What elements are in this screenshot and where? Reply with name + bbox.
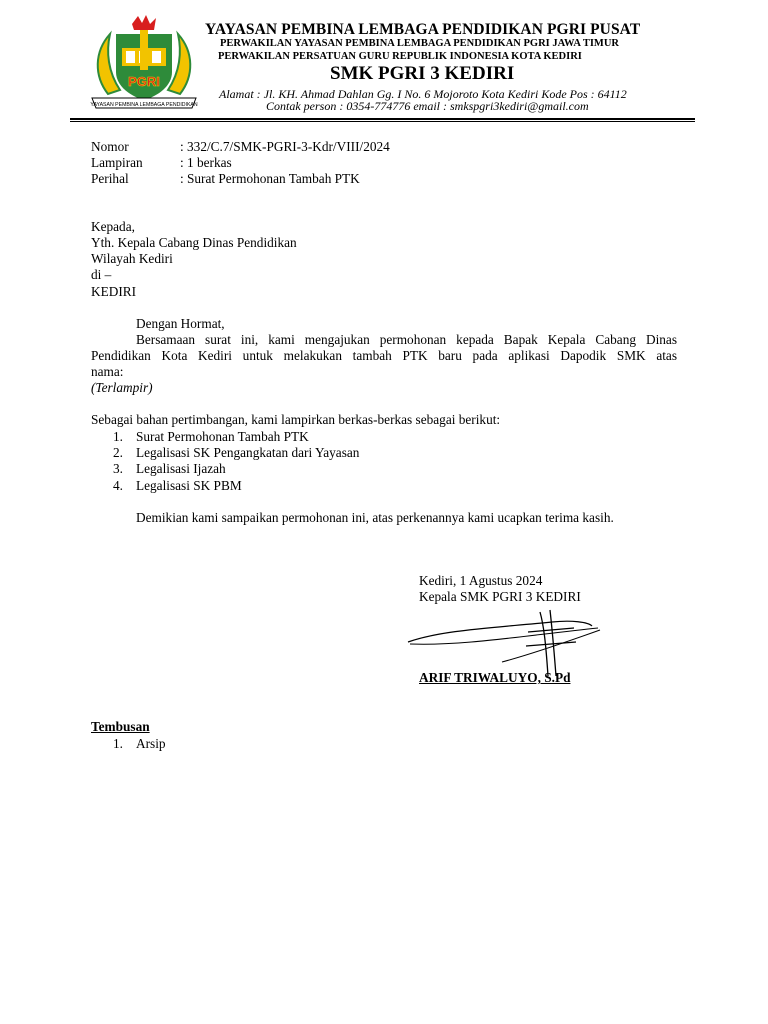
body-line: nama: xyxy=(91,364,124,379)
list-item: Legalisasi SK Pengangkatan dari Yayasan xyxy=(136,445,360,460)
signer-position: Kepala SMK PGRI 3 KEDIRI xyxy=(419,589,581,604)
recipient-line: di – xyxy=(91,267,112,282)
signature-image xyxy=(402,606,607,678)
list-intro: Sebagai bahan pertimbangan, kami lampirkan berkas-berkas sebagai berikut: xyxy=(91,412,501,427)
recipient-line: Yth. Kepala Cabang Dinas Pendidikan xyxy=(91,235,297,250)
body-line: Bersamaan surat ini, kami mengajukan permohonan kepada Bapak Kepala Cabang Dinas xyxy=(136,332,677,347)
greeting: Dengan Hormat, xyxy=(136,316,225,331)
logo-ribbon-text: YAYASAN PEMBINA LEMBAGA PENDIDIKAN xyxy=(90,102,198,108)
meta-value-nomor: : 332/C.7/SMK-PGRI-3-Kdr/VIII/2024 xyxy=(180,139,390,154)
recipient-line: KEDIRI xyxy=(91,284,137,299)
body-line: Pendidikan Kota Kediri untuk melakukan tambah PTK baru pada aplikasi Dapodik SMK atas xyxy=(91,348,677,363)
list-item-number: 1. xyxy=(113,429,123,444)
list-item-number: 4. xyxy=(113,478,123,493)
school-name: SMK PGRI 3 KEDIRI xyxy=(330,63,515,84)
recipient-line: Kepada, xyxy=(91,219,135,234)
list-item-number: 2. xyxy=(113,445,123,460)
school-contact: Contak person : 0354-774776 email : smkspgri3kediri@gmail.com xyxy=(266,99,589,113)
signer-name: ARIF TRIWALUYO, S.Pd xyxy=(419,670,571,685)
letterhead-line3: PERWAKILAN PERSATUAN GURU REPUBLIK INDONESIA KOTA KEDIRI xyxy=(218,51,582,62)
pgri-logo xyxy=(88,14,200,114)
header-rule-thin xyxy=(70,121,695,122)
list-item: Legalisasi Ijazah xyxy=(136,461,226,476)
meta-value-lampiran: : 1 berkas xyxy=(180,155,232,170)
school-address: Alamat : Jl. KH. Ahmad Dahlan Gg. I No. 6 Mojoroto Kota Kediri Kode Pos : 64112 xyxy=(219,87,627,101)
cc-title: Tembusan xyxy=(91,719,150,734)
list-item-number: 3. xyxy=(113,461,123,476)
meta-value-perihal: : Surat Permohonan Tambah PTK xyxy=(180,171,360,186)
letterhead-line1: YAYASAN PEMBINA LEMBAGA PENDIDIKAN PGRI PUSAT xyxy=(205,21,641,38)
place-date: Kediri, 1 Agustus 2024 xyxy=(419,573,543,588)
recipient-line: Wilayah Kediri xyxy=(91,251,173,266)
cc-item: Arsip xyxy=(136,736,166,751)
letterhead-line2: PERWAKILAN YAYASAN PEMBINA LEMBAGA PENDIDIKAN PGRI JAWA TIMUR xyxy=(220,38,619,49)
header-rule-thick xyxy=(70,118,695,120)
logo-text: PGRI xyxy=(128,74,160,89)
meta-label-lampiran: Lampiran xyxy=(91,155,143,170)
list-item: Legalisasi SK PBM xyxy=(136,478,242,493)
cc-item-number: 1. xyxy=(113,736,123,751)
closing-statement: Demikian kami sampaikan permohonan ini, atas perkenannya kami ucapkan terima kasih. xyxy=(136,510,614,525)
list-item: Surat Permohonan Tambah PTK xyxy=(136,429,309,444)
attachment-note: (Terlampir) xyxy=(91,380,153,395)
flame-icon xyxy=(132,15,156,30)
meta-label-perihal: Perihal xyxy=(91,171,129,186)
meta-label-nomor: Nomor xyxy=(91,139,129,154)
